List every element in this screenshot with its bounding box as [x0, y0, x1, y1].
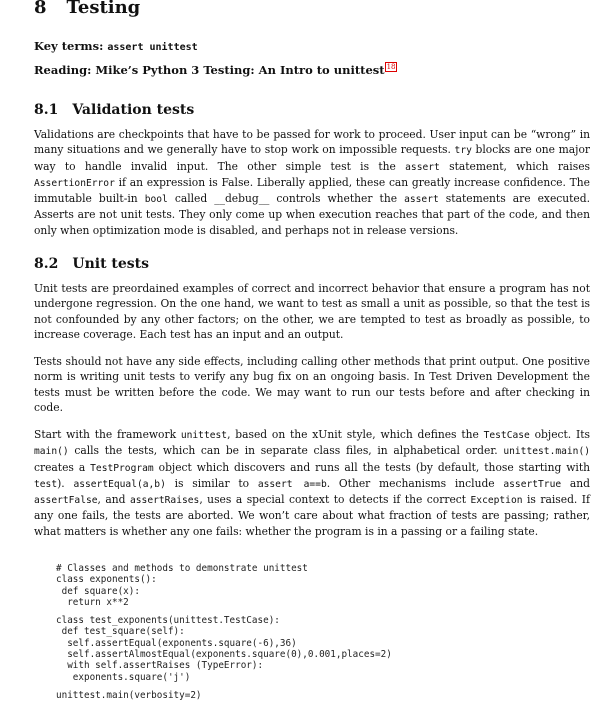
code-line: return x**2 — [56, 596, 129, 608]
inline-code: assert — [404, 194, 439, 206]
inline-code: assertTrue — [503, 478, 562, 490]
chapter-heading — [34, 0, 140, 18]
key-terms-list: assert unittest — [107, 42, 198, 53]
inline-code: try — [454, 145, 472, 157]
inline-code: assertFalse — [34, 495, 98, 507]
paragraph-validation: Validations are checkpoints that have to be passed for work to proceed. User input can be “wrong” in many situations and we generally have to stop work on impossible requests. try blocks are one major way to handle invalid input. The other simple test is the assert statement, which raises AssertionError if an expression is False. Liberally applied, these can greatly increase confidence. The immutable built-in bool called __debug__ controls whether the assert statements are executed. Asserts are not unit tests. They only come up when execution reaches that part of the code, and then only when optimization mode is disabled, and perhaps not in release versions. — [34, 128, 591, 237]
inline-code: assert a==b — [257, 478, 327, 490]
code-line: def square(x): — [56, 585, 140, 597]
inline-code: unittest — [180, 430, 228, 441]
chapter-number: 8 — [34, 0, 47, 18]
paragraph-unit-tests-3: Start with the framework unittest, based on the xUnit style, which defines the TestCase object. Its main() calls the tests, which can be in separate class files, in alphabetical order. unittest.main() creates a TestProgram object which discovers and runs all the tests (by default, those starting with test). assertEqual(a,b) is similar to assert a==b. Other mechanisms include assertTrue and assertFalse, and assertRaises, uses a special context to detects if the correct Exception is raised. If any one fails, the tests are aborted. We won’t care about what fraction of tests are passing; rather, what matters is whether any one fails: whether the program is in a passing or a failing state. — [34, 428, 591, 538]
code-listing — [56, 563, 392, 701]
code-line: class exponents(): — [56, 574, 157, 586]
section-heading-8-2 — [34, 256, 149, 272]
inline-code: test — [34, 478, 58, 490]
code-line: self.assertAlmostEqual(exponents.square(0),0.001,places=2) — [56, 649, 392, 661]
code-line — [56, 608, 392, 615]
key-terms-label: Key terms: — [34, 39, 104, 53]
chapter-title: Testing — [66, 0, 141, 18]
section-heading-8-1 — [34, 102, 194, 118]
inline-code: TestProgram — [90, 462, 154, 474]
inline-code: AssertionError — [34, 177, 115, 189]
code-line — [56, 683, 392, 690]
inline-code: Exception — [470, 495, 523, 507]
inline-code: assertRaises — [130, 495, 200, 507]
inline-code: unittest.main() — [503, 446, 590, 458]
inline-code: assertEqual(a,b) — [73, 478, 166, 490]
reading-label: Reading: — [34, 63, 92, 77]
code-line: unittest.main(verbosity=2) — [56, 689, 202, 701]
inline-code: TestCase — [483, 430, 530, 441]
reading — [34, 62, 397, 77]
section-title: Validation tests — [72, 102, 195, 118]
section-number: 8.1 — [34, 102, 59, 118]
code-line: with self.assertRaises (TypeError): — [56, 660, 264, 672]
code-line: def test_square(self): — [56, 626, 185, 638]
footnote-link[interactable]: 18 — [386, 63, 396, 71]
inline-code: assert — [405, 161, 440, 173]
paragraph-unit-tests-2: Tests should not have any side effects, including calling other methods that print output. One positive norm is writing unit tests to verify any bug fix on an ongoing basis. In Test Driven Development the tests must be written before the code. We may want to run our tests before and after checking in code. — [34, 355, 590, 414]
code-line: exponents.square('j') — [56, 671, 191, 683]
key-terms — [34, 39, 198, 53]
code-line: class test_exponents(unittest.TestCase): — [56, 615, 280, 627]
paragraph-unit-tests-1: Unit tests are preordained examples of correct and incorrect behavior that ensure a program has not undergone regression. On the one hand, we want to test as small a unit as possible, so that the test is not confounded by any other factors; on the other, we are tempted to test as broadly as possible, to increase coverage. Each test has an input and an output. — [34, 282, 590, 341]
section-number: 8.2 — [34, 256, 59, 272]
code-line: # Classes and methods to demonstrate unittest — [56, 563, 308, 574]
inline-code: bool — [144, 194, 168, 206]
reading-text: Mike’s Python 3 Testing: An Intro to unittest — [95, 63, 385, 77]
code-line: self.assertEqual(exponents.square(-6),36) — [56, 637, 297, 649]
section-title: Unit tests — [72, 256, 150, 272]
inline-code: main() — [34, 446, 69, 458]
